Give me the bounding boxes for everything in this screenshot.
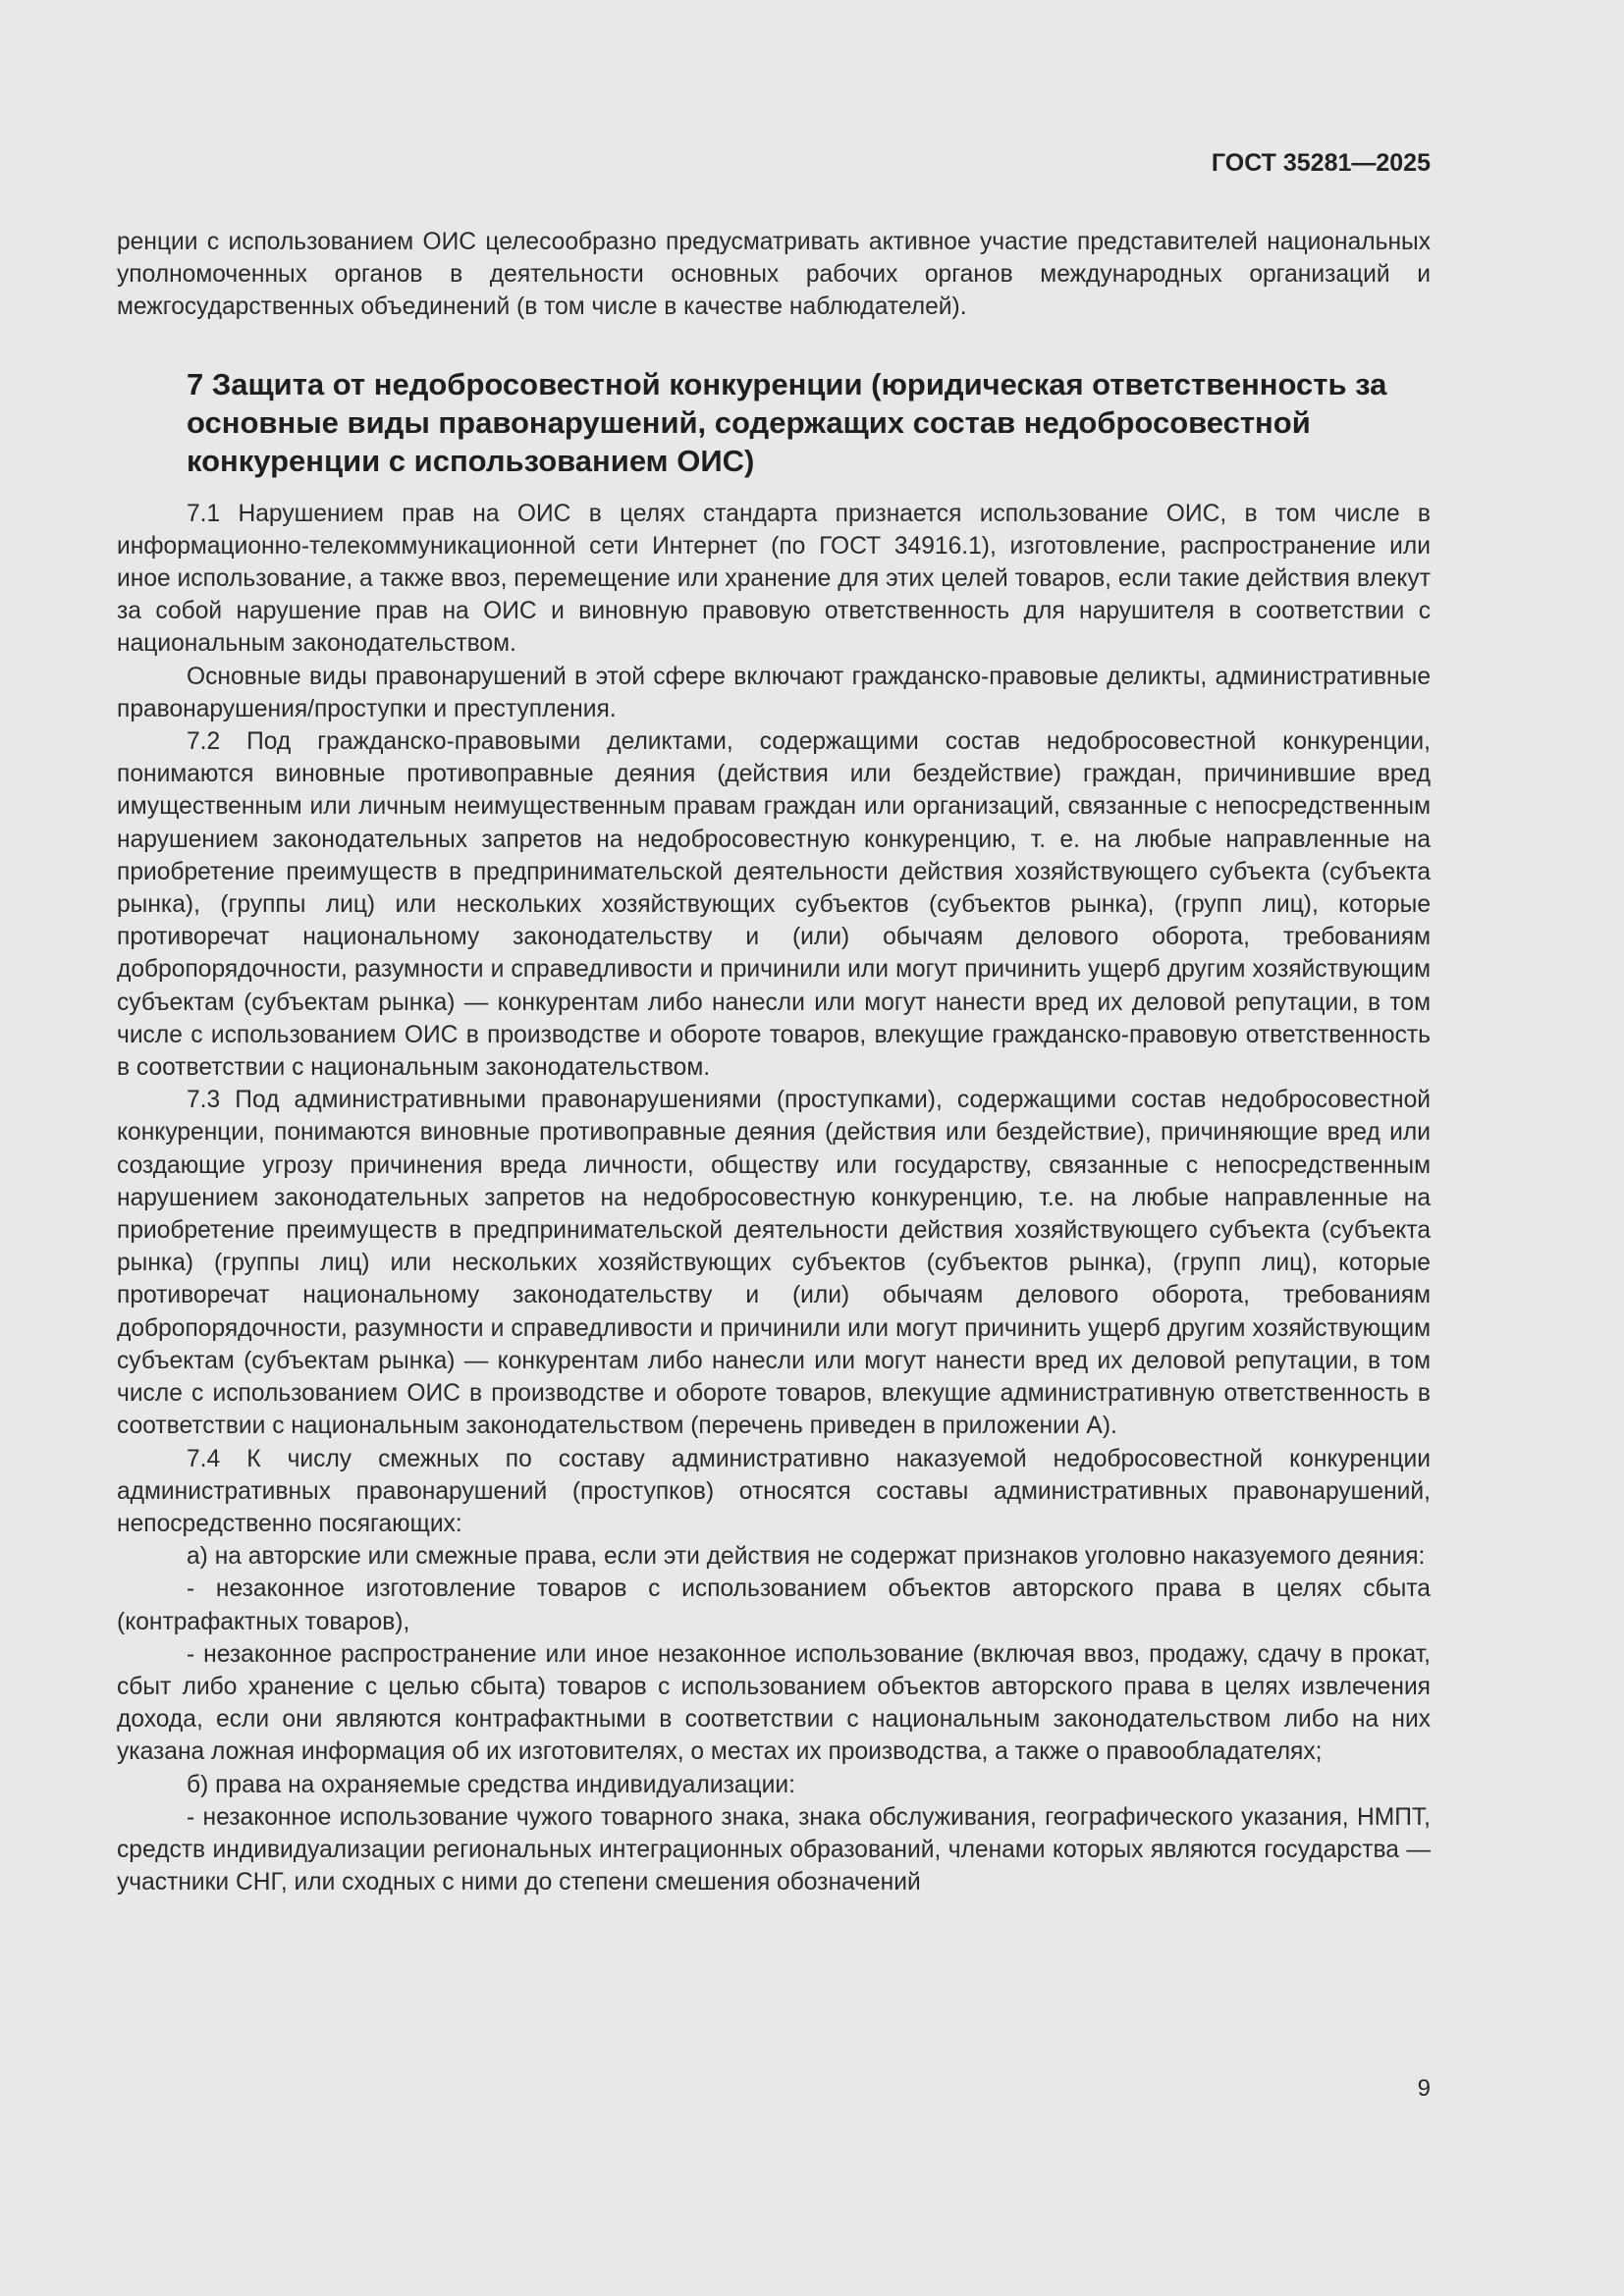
- list-dash-item: - незаконное изготовление товаров с использованием объектов авторского права в целях сбыта (контрафактных товаров),: [117, 1575, 1431, 1635]
- document-body: [117, 226, 1431, 1898]
- paragraph-7-4: 7.4 К числу смежных по составу административно наказуемой недобросовестной конкуренции административных правонарушений (проступков) относятся составы административных правонарушений, непосредственно посягающих:: [117, 1445, 1431, 1537]
- document-header: ГОСТ 35281—2025: [1211, 149, 1431, 177]
- intro-paragraph: ренции с использованием ОИС целесообразно предусматривать активное участие представителей национальных уполномоченных органов в деятельности основных рабочих органов международных организаций и межгосударственных объединений (в том числе в качестве наблюдателей).: [117, 229, 1431, 321]
- paragraph-7-3: 7.3 Под административными правонарушениями (проступками), содержащими состав недобросовестной конкуренции, понимаются виновные противоправные деяния (действия или бездействие), причиняющие вред или создающие угрозу причинения вреда личности, обществу или государству, связанные с непосредственным нарушением законодательных запретов на недобросовестную конкуренцию, т.е. на любые направленные на приобретение преимуществ в предпринимательской деятельности действия хозяйствующего субъекта (субъекта рынка) (группы лиц) или нескольких хозяйствующих субъектов (субъектов рынка), (групп лиц), которые противоречат национальному законодательству и (или) обычаям делового оборота, требованиям добропорядочности, разумности и справедливости и причинили или могут причинить ущерб другим хозяйствующим субъектам (субъектам рынка) — конкурентам либо нанесли или могут нанести вред их деловой репутации, в том числе с использованием ОИС в производстве и обороте товаров, влекущие административную ответственность в соответствии с национальным законодательством (перечень приведен в приложении А).: [117, 1087, 1431, 1440]
- list-item-a: а) на авторские или смежные права, если эти действия не содержат признаков уголовно наказуемого деяния:: [187, 1543, 1426, 1571]
- list-item-b: б) права на охраняемые средства индивидуализации:: [187, 1771, 795, 1798]
- list-dash-item: - незаконное использование чужого товарного знака, знака обслуживания, географического указания, НМПТ, средств индивидуализации региональных интеграционных образований, членами которых являются государства — участники СНГ, или сходных с ними до степени смешения обозначений: [117, 1803, 1431, 1896]
- section-title: 7 Защита от недобросовестной конкуренции (юридическая ответственность за основные виды правонарушений, содержащих состав недобросовестной конкуренции с использованием ОИС): [187, 366, 1387, 478]
- list-dash-item: - незаконное распространение или иное незаконное использование (включая ввоз, продажу, сдачу в прокат, сбыт либо хранение с целью сбыта) товаров с использованием объектов авторского права в целях извлечения дохода, если они являются контрафактными в соответствии с национальным законодательством либо на них указана ложная информация об их изготовителях, о местах их производства, а также о правообладателях;: [117, 1640, 1431, 1766]
- paragraph-7-1: 7.1 Нарушением прав на ОИС в целях стандарта признается использование ОИС, в том числе в информационно-телекоммуникационной сети Интернет (по ГОСТ 34916.1), изготовление, распространение или иное использование, а также ввоз, перемещение или хранение для этих целей товаров, если такие действия влекут за собой нарушение прав на ОИС и виновную правовую ответственность для нарушителя в соответствии с национальным законодательством.: [117, 500, 1431, 658]
- paragraph-offense-types: Основные виды правонарушений в этой сфере включают гражданско-правовые деликты, административные правонарушения/проступки и преступления.: [117, 663, 1431, 722]
- page-number: 9: [1417, 2075, 1431, 2102]
- paragraph-7-2: 7.2 Под гражданско-правовыми деликтами, содержащими состав недобросовестной конкуренции, понимаются виновные противоправные деяния (действия или бездействие) граждан, причинившие вред имущественным или личным неимущественным правам граждан или организаций, связанные с непосредственным нарушением законодательных запретов на недобросовестную конкуренцию, т. е. на любые направленные на приобретение преимуществ в предпринимательской деятельности действия хозяйствующего субъекта (субъекта рынка), (группы лиц) или нескольких хозяйствующих субъектов (субъектов рынка), (групп лиц), которые противоречат национальному законодательству и (или) обычаям делового оборота, требованиям добропорядочности, разумности и справедливости и причинили или могут причинить ущерб другим хозяйствующим субъектам (субъектам рынка) — конкурентам либо нанесли или могут нанести вред их деловой репутации, в том числе с использованием ОИС в производстве и обороте товаров, влекущие гражданско-правовую ответственность в соответствии с национальным законодательством.: [117, 728, 1431, 1082]
